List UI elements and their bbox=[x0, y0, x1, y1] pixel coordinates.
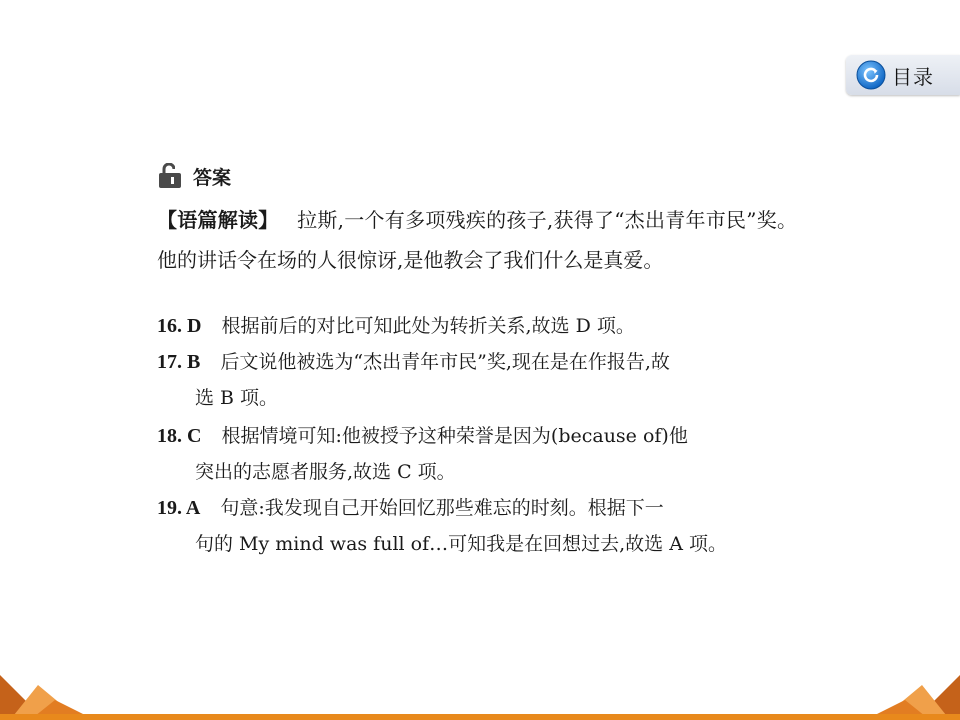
answer-item-16 bbox=[157, 308, 797, 344]
item-explanation-cont: 突出的志愿者服务,故选 C 项。 bbox=[195, 461, 456, 483]
summary-tag: 【语篇解读】 bbox=[157, 208, 279, 232]
passage-summary bbox=[157, 200, 797, 280]
answer-item-19 bbox=[157, 490, 797, 562]
menu-button[interactable] bbox=[846, 55, 960, 95]
item-explanation: 句意:我发现自己开始回忆那些难忘的时刻。根据下一 bbox=[220, 497, 664, 519]
item-number: 19. A bbox=[157, 497, 201, 519]
summary-text: 拉斯,一个有多项残疾的孩子,获得了“杰出青年市民”奖。他的讲话令在场的人很惊讶,是他教会了我们什么是真爱。 bbox=[157, 208, 798, 272]
menu-label: 目录 bbox=[892, 64, 934, 89]
answer-item-17 bbox=[157, 344, 797, 416]
answer-title: 答案 bbox=[193, 166, 232, 189]
item-explanation-cont: 句的 My mind was full of…可知我是在回想过去,故选 A 项。 bbox=[195, 533, 727, 555]
item-number: 17. B bbox=[157, 351, 201, 373]
bottom-bar bbox=[0, 714, 960, 720]
item-number: 16. D bbox=[157, 315, 202, 337]
corner-decoration-left bbox=[0, 665, 95, 720]
answer-header bbox=[157, 162, 231, 190]
corner-decoration-right bbox=[865, 665, 960, 720]
item-number: 18. C bbox=[157, 425, 202, 447]
item-explanation: 根据情境可知:他被授予这种荣誉是因为(because of)他 bbox=[221, 425, 688, 447]
item-explanation: 后文说他被选为“杰出青年市民”奖,现在是在作报告,故 bbox=[220, 351, 670, 373]
item-explanation-cont: 选 B 项。 bbox=[195, 387, 279, 409]
answer-item-18 bbox=[157, 418, 797, 490]
unlock-icon bbox=[157, 163, 185, 189]
refresh-circle-icon bbox=[856, 60, 886, 90]
item-explanation: 根据前后的对比可知此处为转折关系,故选 D 项。 bbox=[221, 315, 635, 337]
